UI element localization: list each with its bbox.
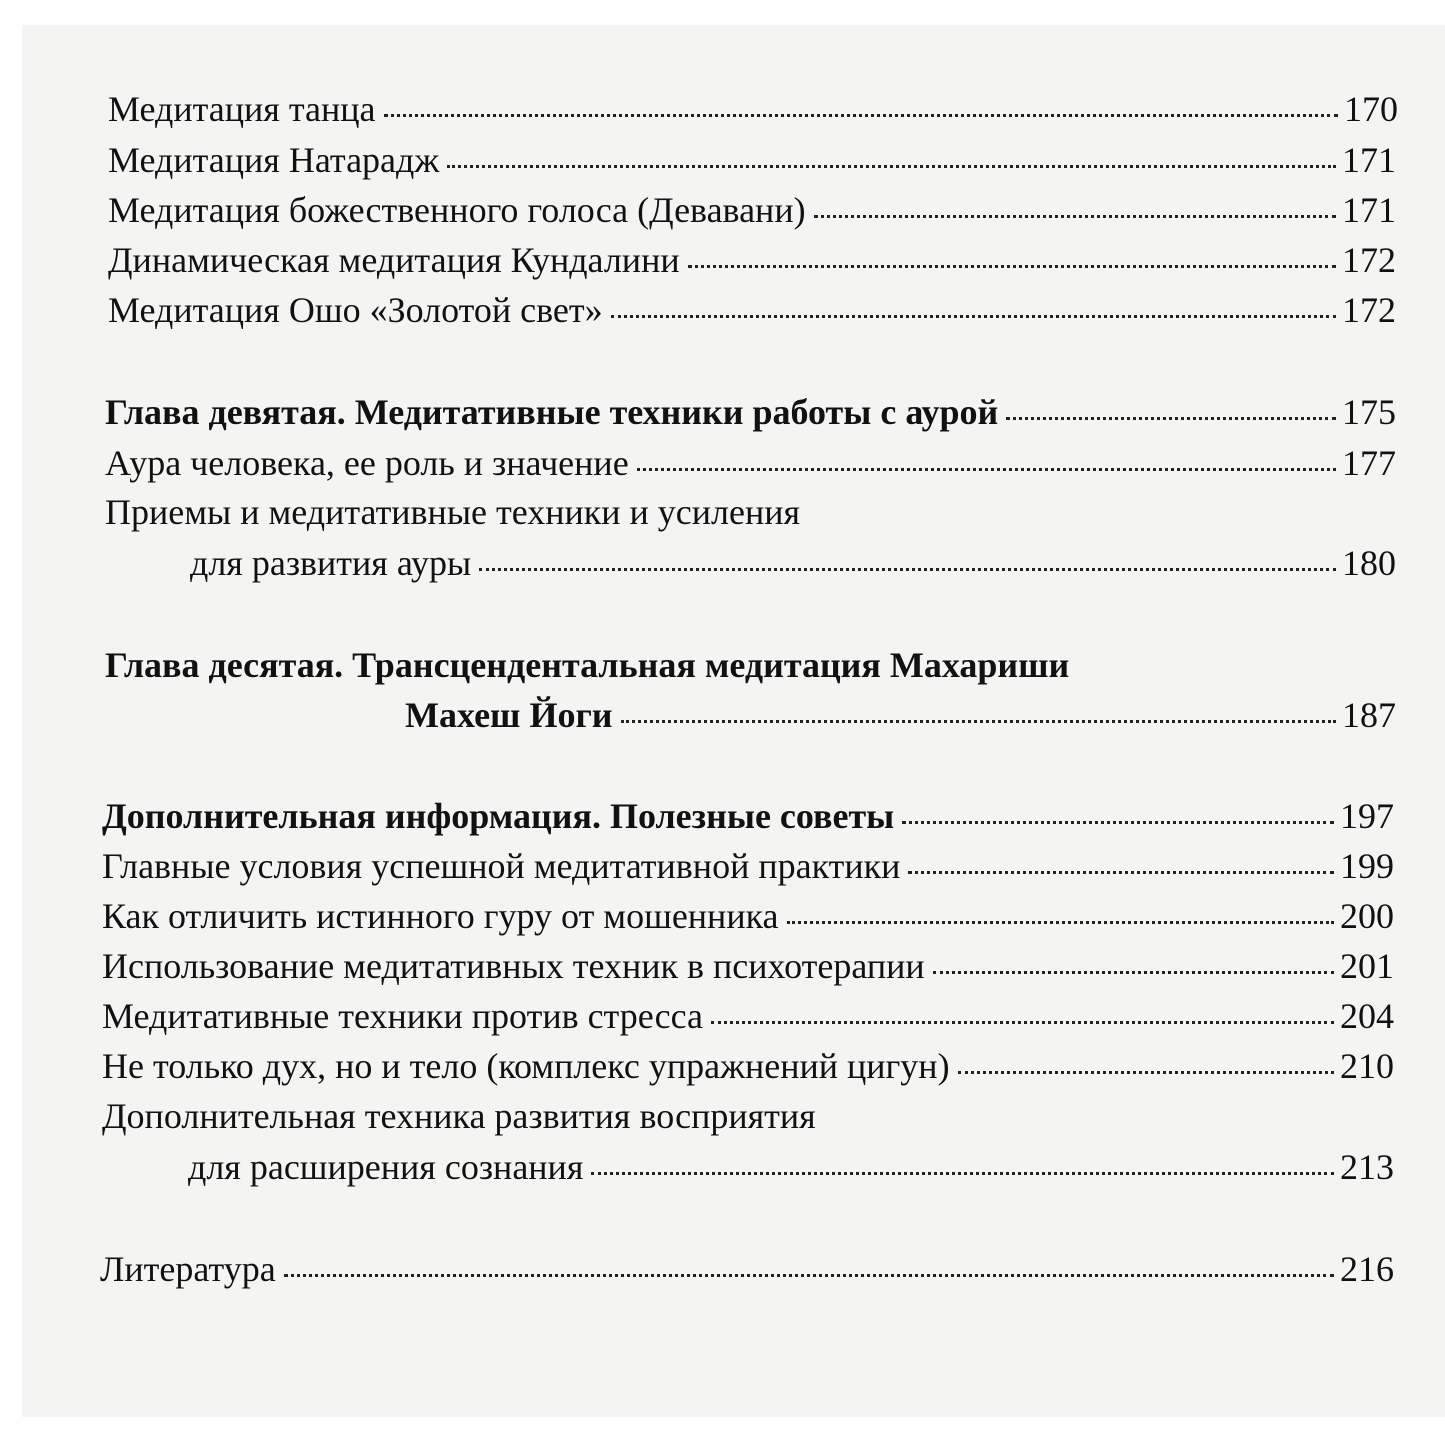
toc-entry-title: Глава девятая. Медитативные техники работы с аурой — [105, 392, 999, 432]
dot-leader — [479, 568, 1336, 571]
toc-entry-page: 204 — [1340, 996, 1394, 1036]
toc-entry-golden-light — [108, 290, 1396, 330]
toc-entry-page: 172 — [1342, 290, 1396, 330]
toc-entry-psychotherapy — [102, 946, 1394, 986]
toc-entry-page: 171 — [1342, 140, 1396, 180]
dot-leader — [814, 215, 1336, 218]
toc-chapter-ten-line2 — [405, 695, 1396, 735]
toc-entry-aura-techniques-line1 — [105, 492, 1105, 532]
toc-additional-info — [102, 796, 1394, 836]
toc-entry-page: 172 — [1342, 240, 1396, 280]
dot-leader — [958, 1071, 1334, 1074]
toc-entry-title: Приемы и медитативные техники и усиления — [105, 492, 801, 532]
dot-leader — [711, 1021, 1334, 1024]
toc-entry-title: Аура человека, ее роль и значение — [105, 443, 629, 483]
toc-entry-title: Дополнительная информация. Полезные советы — [102, 796, 895, 836]
dot-leader — [787, 921, 1334, 924]
toc-entry-title: Как отличить истинного гуру от мошенника — [102, 896, 779, 936]
dot-leader — [284, 1274, 1334, 1277]
dot-leader — [688, 265, 1336, 268]
toc-entry-title: Медитативные техники против стресса — [102, 996, 703, 1036]
toc-entry-stress — [102, 996, 1394, 1036]
toc-entry-title: Медитация танца — [108, 89, 376, 129]
toc-chapter-ten-line1 — [105, 645, 1305, 685]
toc-entry-page: 216 — [1340, 1249, 1394, 1289]
toc-entry-title: Главные условия успешной медитативной практики — [102, 846, 901, 886]
toc-entry-title: Литература — [100, 1249, 276, 1289]
toc-entry-kundalini — [108, 240, 1396, 280]
toc-entry-page: 170 — [1344, 89, 1398, 129]
toc-entry-nataraj — [108, 140, 1396, 180]
toc-entry-page: 200 — [1340, 896, 1394, 936]
toc-chapter-nine — [105, 392, 1396, 432]
toc-entry-page: 171 — [1342, 190, 1396, 230]
dot-leader — [384, 114, 1338, 117]
toc-entry-title: Глава десятая. Трансцендентальная медитация Махариши — [105, 645, 1070, 685]
dot-leader — [447, 165, 1336, 168]
toc-entry-title: Махеш Йоги — [405, 695, 613, 735]
toc-entry-perception-line1 — [102, 1096, 1102, 1136]
dot-leader — [637, 468, 1336, 471]
toc-entry-literature — [100, 1249, 1394, 1289]
toc-entry-main-conditions — [102, 846, 1394, 886]
toc-entry-page: 187 — [1342, 695, 1396, 735]
toc-entry-title: Медитация Натарадж — [108, 140, 440, 180]
dot-leader — [621, 720, 1336, 723]
dot-leader — [1006, 417, 1336, 420]
toc-entry-title: Медитация Ошо «Золотой свет» — [108, 290, 603, 330]
toc-entry-page: 180 — [1342, 543, 1396, 583]
toc-entry-page: 210 — [1340, 1046, 1394, 1086]
toc-entry-true-guru — [102, 896, 1394, 936]
toc-entry-page: 213 — [1340, 1147, 1394, 1187]
dot-leader — [933, 971, 1334, 974]
dot-leader — [611, 315, 1336, 318]
toc-entry-perception-line2 — [188, 1147, 1394, 1187]
toc-entry-page: 201 — [1340, 946, 1394, 986]
toc-entry-title: для расширения сознания — [188, 1147, 584, 1187]
toc-entry-aura-role — [105, 443, 1396, 483]
toc-entry-page: 175 — [1342, 392, 1396, 432]
toc-entry-title: Не только дух, но и тело (комплекс упражнений цигун) — [102, 1046, 950, 1086]
toc-entry-devavani — [108, 190, 1396, 230]
toc-entry-title: Дополнительная техника развития восприятия — [102, 1096, 816, 1136]
toc-entry-qigong — [102, 1046, 1394, 1086]
toc-entry-title: Использование медитативных техник в психотерапии — [102, 946, 925, 986]
toc-entry-title: Динамическая медитация Кундалини — [108, 240, 680, 280]
dot-leader — [591, 1172, 1334, 1175]
dot-leader — [902, 821, 1334, 824]
toc-entry-title: для развития ауры — [190, 543, 472, 583]
toc-entry-page: 199 — [1340, 846, 1394, 886]
toc-entry-dance-meditation — [108, 89, 1398, 129]
dot-leader — [908, 871, 1334, 874]
toc-entry-page: 197 — [1340, 796, 1394, 836]
toc-entry-title: Медитация божественного голоса (Девавани) — [108, 190, 806, 230]
toc-entry-page: 177 — [1342, 443, 1396, 483]
toc-entry-aura-techniques-line2 — [190, 543, 1396, 583]
